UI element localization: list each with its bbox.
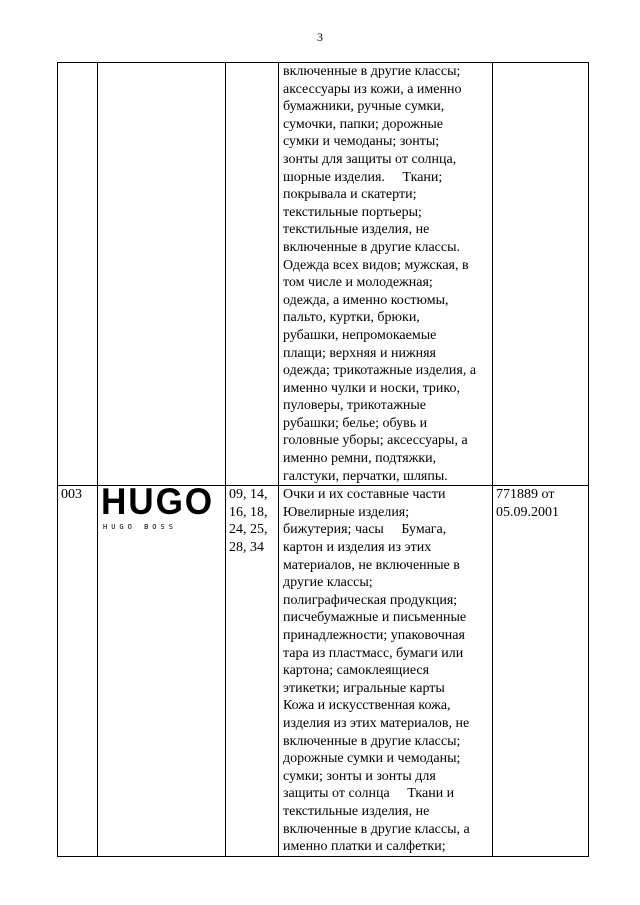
goods-line: том числе и молодежная;	[283, 275, 433, 291]
goods-cell	[279, 63, 493, 486]
goods-line: материалов, не включенные в	[283, 557, 460, 573]
goods-line: рубашки; белье; обувь и	[283, 415, 428, 431]
class-line: 09, 14,	[229, 487, 268, 503]
number-cell	[58, 63, 98, 486]
classes-cell	[226, 486, 279, 856]
goods-line: зонты для защиты от солнца,	[283, 151, 457, 167]
goods-line: именно чулки и носки, трико,	[283, 380, 460, 396]
hugo-logo	[101, 481, 222, 537]
goods-line: бумажники, ручные сумки,	[283, 99, 445, 115]
logo-subtitle: HUGO BOSS	[103, 523, 177, 532]
goods-line: включенные в другие классы;	[283, 733, 461, 749]
goods-line: другие классы;	[283, 575, 373, 591]
goods-line: рубашки, непромокаемые	[283, 327, 437, 343]
image-cell	[98, 481, 226, 856]
goods-line: Кожа и искусственная кожа,	[283, 698, 451, 714]
goods-line: картона; самоклеящиеся	[283, 663, 430, 679]
registration-line: 771889 от	[496, 487, 555, 503]
goods-line: текстильные изделия, не	[283, 803, 430, 819]
goods-line: защиты от солнца Ткани и	[283, 786, 455, 802]
goods-line: включенные в другие классы, а	[283, 821, 470, 837]
goods-line: картон и изделия из этих	[283, 540, 432, 556]
registration-cell	[493, 486, 589, 856]
goods-line: одежда; трикотажные изделия, а	[283, 363, 477, 379]
goods-line: сумки и чемоданы; зонты;	[283, 134, 440, 150]
goods-line: текстильные изделия, не	[283, 222, 430, 238]
goods-line: сумки; зонты и зонты для	[283, 768, 436, 784]
goods-line: текстильные портьеры;	[283, 204, 422, 220]
table-row	[58, 63, 589, 486]
goods-line: писчебумажные и письменные	[283, 610, 467, 626]
goods-line: пальто, куртки, брюки,	[283, 310, 420, 326]
goods-line: аксессуары из кожи, а именно	[283, 81, 462, 97]
goods-line: пуловеры, трикотажные	[283, 398, 426, 414]
logo-wordmark: HUGO	[101, 481, 215, 523]
goods-line: тара из пластмасс, бумаги или	[283, 645, 464, 661]
goods-line: именно ремни, подтяжки,	[283, 451, 437, 467]
goods-line: бижутерия; часы Бумага,	[283, 522, 447, 538]
goods-line: Ювелирные изделия;	[283, 504, 410, 520]
goods-line: принадлежности; упаковочная	[283, 628, 465, 643]
table-row	[58, 486, 589, 856]
goods-line: дорожные сумки и чемоданы;	[283, 751, 461, 767]
goods-line: головные уборы; аксессуары, а	[283, 433, 468, 449]
trademark-number: 003	[61, 487, 82, 503]
image-cell	[98, 63, 226, 486]
classes-cell	[226, 63, 279, 486]
goods-line: полиграфическая продукция;	[283, 592, 458, 608]
goods-line: шорные изделия. Ткани;	[283, 169, 443, 185]
goods-line: галстуки, перчатки, шляпы.	[283, 468, 448, 484]
goods-line: одежда, а именно костюмы,	[283, 292, 449, 308]
goods-line: изделия из этих материалов, не	[283, 715, 470, 731]
goods-line: включенные в другие классы;	[283, 64, 461, 79]
number-cell	[58, 486, 98, 856]
class-line: 16, 18,	[229, 504, 268, 520]
goods-line: покрывала и скатерти;	[283, 187, 417, 203]
registration-line: 05.09.2001	[496, 504, 559, 520]
class-line: 24, 25,	[229, 522, 268, 538]
goods-line: включенные в другие классы.	[283, 239, 461, 255]
page-number: 3	[317, 30, 323, 44]
registration-cell	[493, 63, 589, 486]
goods-line: Одежда всех видов; мужская, в	[283, 257, 469, 273]
goods-line: плащи; верхняя и нижняя	[283, 345, 436, 361]
trademark-table	[57, 62, 589, 857]
class-line: 28, 34	[229, 540, 264, 556]
goods-line: этикетки; игральные карты	[283, 680, 445, 696]
goods-line: сумочки, папки; дорожные	[283, 116, 443, 132]
goods-line: Очки и их составные части	[283, 487, 446, 503]
goods-cell	[279, 486, 493, 856]
goods-line: именно платки и салфетки;	[283, 839, 446, 855]
